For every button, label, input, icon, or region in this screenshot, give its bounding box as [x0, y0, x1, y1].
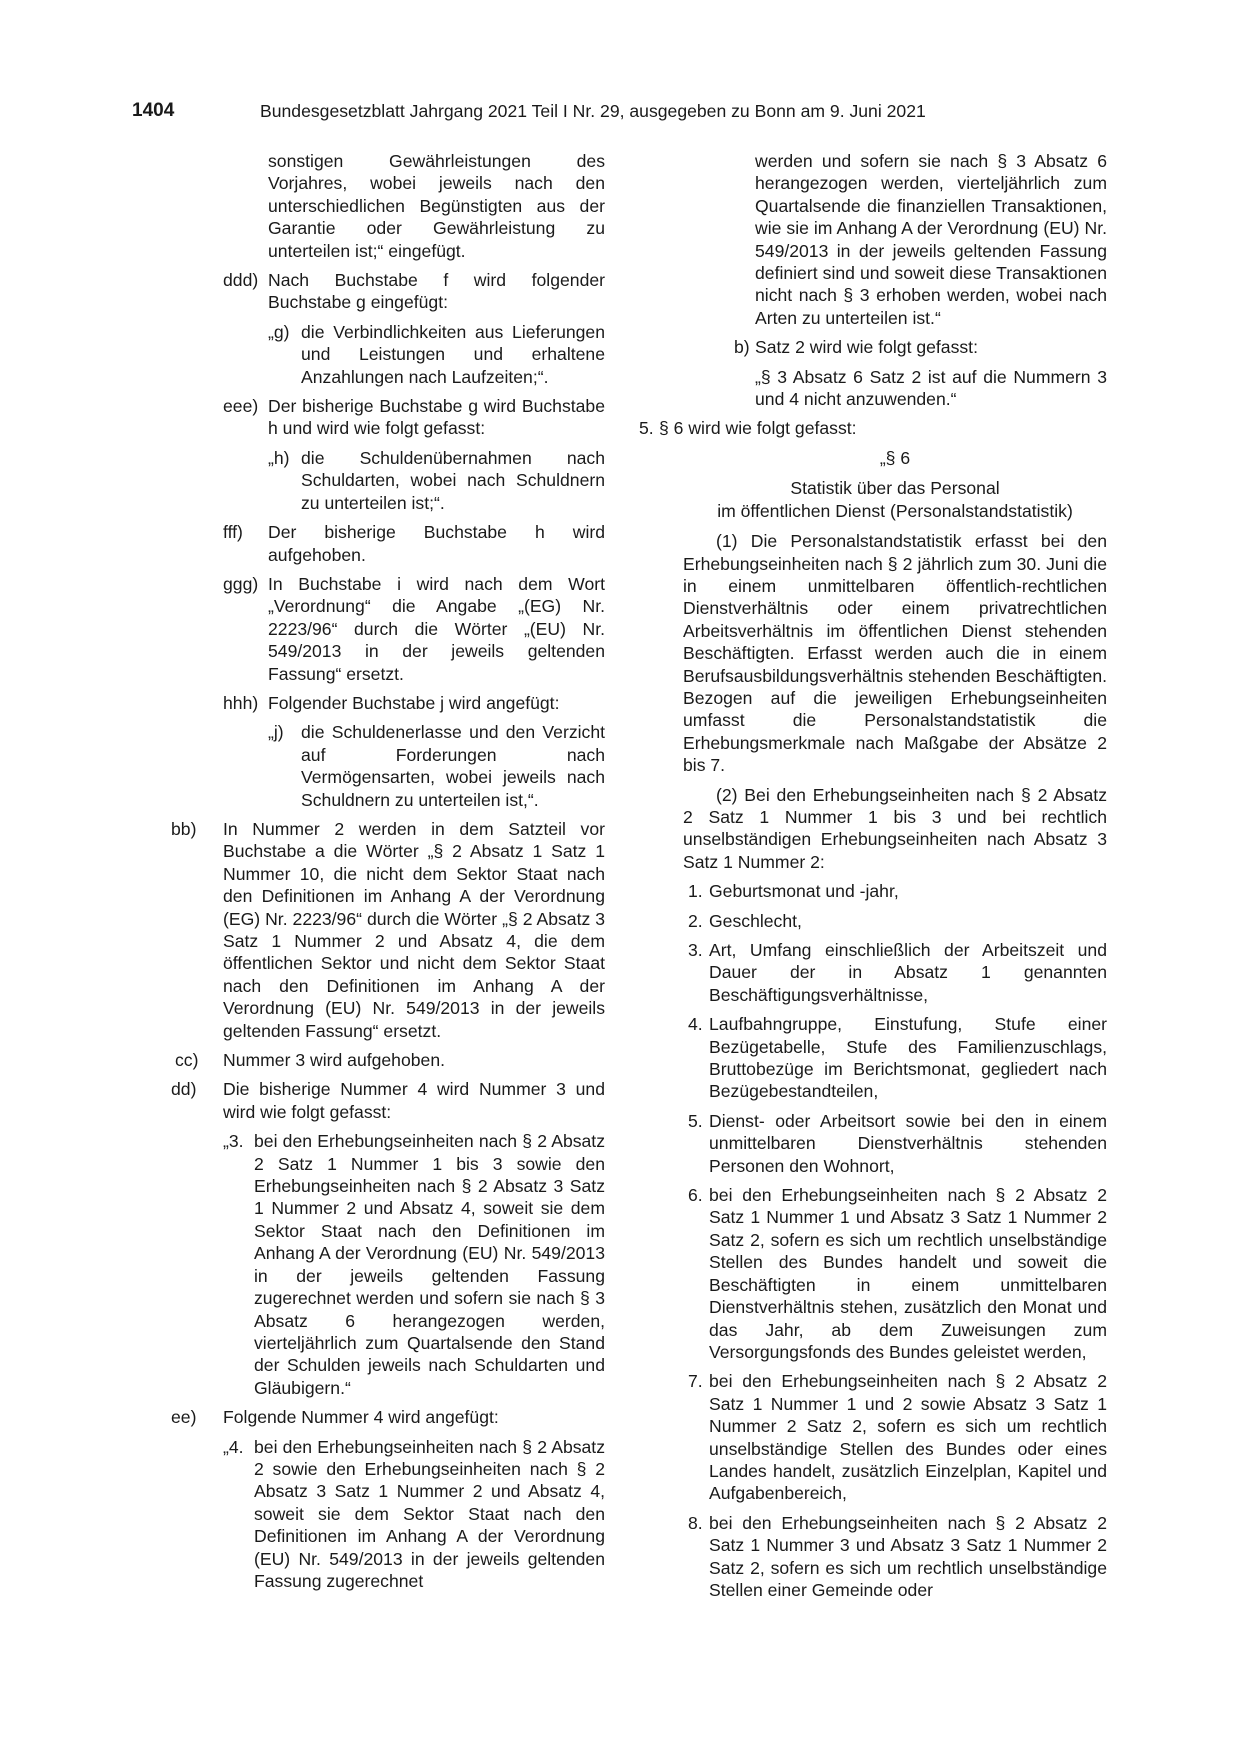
quoted-number-3 — [163, 1130, 605, 1399]
item-label: dd) — [171, 1079, 197, 1100]
amendment-eee — [163, 395, 605, 440]
item-text: bei den Erhebungseinheiten nach § 2 Absatz 2 Satz 1 Nummer 1 und 2 sowie Absatz 3 Satz 1 Nummer 2 Satz 2, sofern es sich um rechtlich unselbständige Stellen des Bundes oder eines Landes handelt, zusätzlich Einzelplan, Kapitel und Aufgabenbereich, — [709, 1371, 1107, 1504]
item-text: bei den Erhebungseinheiten nach § 2 Absatz 2 Satz 1 Nummer 1 und Absatz 3 Satz 1 Nummer 2 Satz 2, sofern es sich um rechtlich unselbständige Stellen des Bundes handelt und soweit die Beschäftigten in einem unmittelbaren Dienstverhältnis stehen, zusätzlich den Monat und das Jahr, ab dem Zuweisungen zum Versorgungsfonds des Bundes geleistet werden, — [709, 1185, 1107, 1362]
item-text: die Schuldenerlasse und den Verzicht auf Forderungen nach Vermögensarten, wobei jeweils nach Schuldnern zu unterteilen ist,“. — [301, 722, 605, 810]
item-text: die Schuldenübernahmen nach Schuldarten, wobei nach Schuldnern zu unterteilen ist;“. — [301, 447, 605, 513]
amendment-ee — [163, 1406, 605, 1428]
page-number: 1404 — [132, 100, 175, 121]
item-label: ddd) — [223, 270, 259, 291]
list-item — [639, 880, 1107, 902]
item-label: 7. — [688, 1371, 703, 1392]
item-label: „3. — [223, 1131, 244, 1152]
item-label: bb) — [171, 818, 197, 839]
section-heading — [683, 447, 1107, 522]
running-title: Bundesgesetzblatt Jahrgang 2021 Teil I Nr. 29, ausgegeben zu Bonn am 9. Juni 2021 — [260, 101, 926, 121]
item-text: Folgender Buchstabe j wird angefügt: — [268, 692, 560, 713]
item-text: Dienst- oder Arbeitsort sowie bei den in einem unmittelbaren Dienstverhältnis stehenden Personen den Wohnort, — [709, 1110, 1107, 1176]
quoted-sentence: „§ 3 Absatz 6 Satz 2 ist auf die Nummern 3 und 4 nicht anzuwenden.“ — [755, 366, 1107, 410]
item-text: § 6 wird wie folgt gefasst: — [659, 418, 857, 439]
amendment-b — [639, 336, 1107, 358]
list-item — [639, 1184, 1107, 1363]
item-text: Der bisherige Buchstabe g wird Buchstabe h und wird wie folgt gefasst: — [268, 396, 605, 439]
paragraph-2: (2) Bei den Erhebungseinheiten nach § 2 Absatz 2 Satz 1 Nummer 1 bis 3 und bei rechtlich unselbständigen Erhebungseinheiten nach Absatz 3 Satz 1 Nummer 2: — [683, 784, 1107, 872]
item-text: Nummer 3 wird aufgehoben. — [223, 1050, 445, 1071]
item-label: 5. — [688, 1110, 703, 1131]
section-title: Statistik über das Personal — [790, 478, 1000, 499]
page-header — [132, 100, 1112, 126]
continuation-text: werden und sofern sie nach § 3 Absatz 6 herangezogen werden, vierteljährlich zum Quartalsende die finanziellen Transaktionen, wie sie im Anhang A der Verordnung (EU) Nr. 549/2013 in der jeweils geltenden Fassung definiert sind und soweit diese Transaktionen nicht nach § 3 erhoben werden, wobei nach Arten zu unterteilen ist.“ — [755, 151, 1107, 328]
item-text: Nach Buchstabe f wird folgender Buchstabe g eingefügt: — [268, 270, 605, 313]
amendment-cc — [163, 1049, 605, 1071]
amendment-dd — [163, 1078, 605, 1123]
item-label: 4. — [688, 1014, 703, 1035]
item-label: ggg) — [223, 573, 259, 594]
item-label: ee) — [171, 1407, 197, 1428]
quoted-number-4 — [163, 1436, 605, 1593]
amendment-bb — [163, 818, 605, 1042]
amendment-ddd — [163, 269, 605, 314]
item-label: „g) — [268, 321, 290, 342]
quoted-item-j — [163, 721, 605, 811]
item-label: cc) — [175, 1050, 199, 1071]
item-label: fff) — [223, 522, 243, 543]
item-label: eee) — [223, 396, 259, 417]
feature-list — [639, 880, 1107, 1601]
paragraph-1: (1) Die Personalstandstatistik erfasst bei den Erhebungseinheiten nach § 2 jährlich zum 30. Juni die in einem unmittelbaren öffentlich-rechtlichen Dienstverhältnis oder einem privatrechtlichen Arbeitsverhältnis im öffentlichen Dienst stehenden Beschäftigten. Erfasst werden auch die in einem Berufsausbildungsverhältnis stehenden Beschäftigten. Bezogen auf die jeweiligen Erhebungseinheiten umfasst die Personalstandstatistik die Erhebungsmerkmale nach Maßgabe der Absätze 2 bis 7. — [683, 531, 1107, 776]
item-label: 8. — [688, 1512, 703, 1533]
section-number: „§ 6 — [879, 447, 911, 468]
item-text: bei den Erhebungseinheiten nach § 2 Absatz 2 Satz 1 Nummer 3 und Absatz 3 Satz 1 Nummer 2 Satz 2, sofern es sich um rechtlich unselbständige Stellen einer Gemeinde oder — [709, 1512, 1107, 1600]
item-text: Der bisherige Buchstabe h wird aufgehoben. — [268, 522, 605, 565]
quoted-item-g — [163, 321, 605, 388]
amendment-hhh — [163, 692, 605, 714]
list-item — [639, 1370, 1107, 1504]
amendment-ggg — [163, 573, 605, 685]
item-label: b) — [734, 337, 750, 358]
item-text: die Verbindlichkeiten aus Lieferungen und Leistungen und erhaltene Anzahlungen nach Laufzeiten;“. — [301, 321, 605, 387]
list-item — [639, 1110, 1107, 1177]
item-label: „4. — [223, 1436, 244, 1457]
item-label: 5. — [639, 418, 654, 439]
item-label: 2. — [688, 910, 703, 931]
list-item — [639, 939, 1107, 1006]
item-text: In Nummer 2 werden in dem Satzteil vor Buchstabe a die Wörter „§ 2 Absatz 1 Satz 1 Nummer 10, die nicht dem Sektor Staat nach den Definitionen im Anhang A der Verordnung (EG) Nr. 2223/96“ durch die Wörter „§ 2 Absatz 3 Satz 1 Nummer 2 und Absatz 4, die dem öffentlichen Sektor und nicht dem Sektor Staat nach den Definitionen im Anhang A der Verordnung (EU) Nr. 549/2013 in der jeweils geltenden Fassung“ ersetzt. — [223, 818, 605, 1041]
item-label: 6. — [688, 1185, 703, 1206]
left-column — [163, 150, 605, 1599]
amendment-5 — [639, 417, 1107, 439]
item-label: 1. — [688, 881, 703, 902]
item-text: Folgende Nummer 4 wird angefügt: — [223, 1407, 499, 1428]
list-item — [639, 910, 1107, 932]
item-label: 3. — [688, 940, 703, 960]
section-subtitle: im öffentlichen Dienst (Personalstandstatistik) — [717, 500, 1073, 521]
amendment-fff — [163, 521, 605, 566]
continuation-text: sonstigen Gewährleistungen des Vorjahres, wobei jeweils nach den unterschiedlichen Begünstigten aus der Garantie oder Gewährleistung zu unterteilen ist;“ eingefügt. — [268, 151, 605, 261]
item-text: In Buchstabe i wird nach dem Wort „Verordnung“ die Angabe „(EG) Nr. 2223/96“ durch die Wörter „(EU) Nr. 549/2013 in der jeweils geltenden Fassung“ ersetzt. — [268, 573, 605, 684]
list-item — [639, 1512, 1107, 1602]
item-label: „j) — [268, 722, 284, 743]
item-text: bei den Erhebungseinheiten nach § 2 Absatz 2 sowie den Erhebungseinheiten nach § 2 Absatz 3 Satz 1 Nummer 2 und Absatz 4, soweit sie dem Sektor Staat nach den Definitionen im Anhang A der Verordnung (EU) Nr. 549/2013 in der jeweils geltenden Fassung zugerechnet — [254, 1436, 605, 1591]
right-column — [639, 150, 1107, 1608]
item-text: Laufbahngruppe, Einstufung, Stufe einer Bezügetabelle, Stufe des Familienzuschlags, Bruttobezüge im Berichtsmonat, gegliedert nach Bezügebestandteilen, — [709, 1014, 1107, 1102]
item-text: Satz 2 wird wie folgt gefasst: — [755, 337, 978, 358]
list-item — [639, 1013, 1107, 1103]
item-label: hhh) — [223, 692, 259, 713]
quoted-item-h — [163, 447, 605, 514]
item-text: Art, Umfang einschließlich der Arbeitszeit und Dauer der in Absatz 1 genannten Beschäftigungsverhältnisse, — [709, 940, 1107, 1005]
item-label: „h) — [268, 447, 290, 468]
item-text: Geburtsmonat und -jahr, — [709, 881, 899, 902]
item-text: Die bisherige Nummer 4 wird Nummer 3 und wird wie folgt gefasst: — [223, 1079, 605, 1122]
item-text: Geschlecht, — [709, 910, 802, 931]
item-text: bei den Erhebungseinheiten nach § 2 Absatz 2 Satz 1 Nummer 1 bis 3 sowie den Erhebungseinheiten nach § 2 Absatz 3 Satz 1 Nummer 2 und Absatz 4, soweit sie dem Sektor Staat nach den Definitionen im Anhang A der Verordnung (EU) Nr. 549/2013 in der jeweils geltenden Fassung zugerechnet werden und sofern sie nach § 3 Absatz 6 herangezogen werden, vierteljährlich zum Quartalsende den Stand der Schulden jeweils nach Schuldarten und Gläubigern.“ — [254, 1131, 605, 1398]
